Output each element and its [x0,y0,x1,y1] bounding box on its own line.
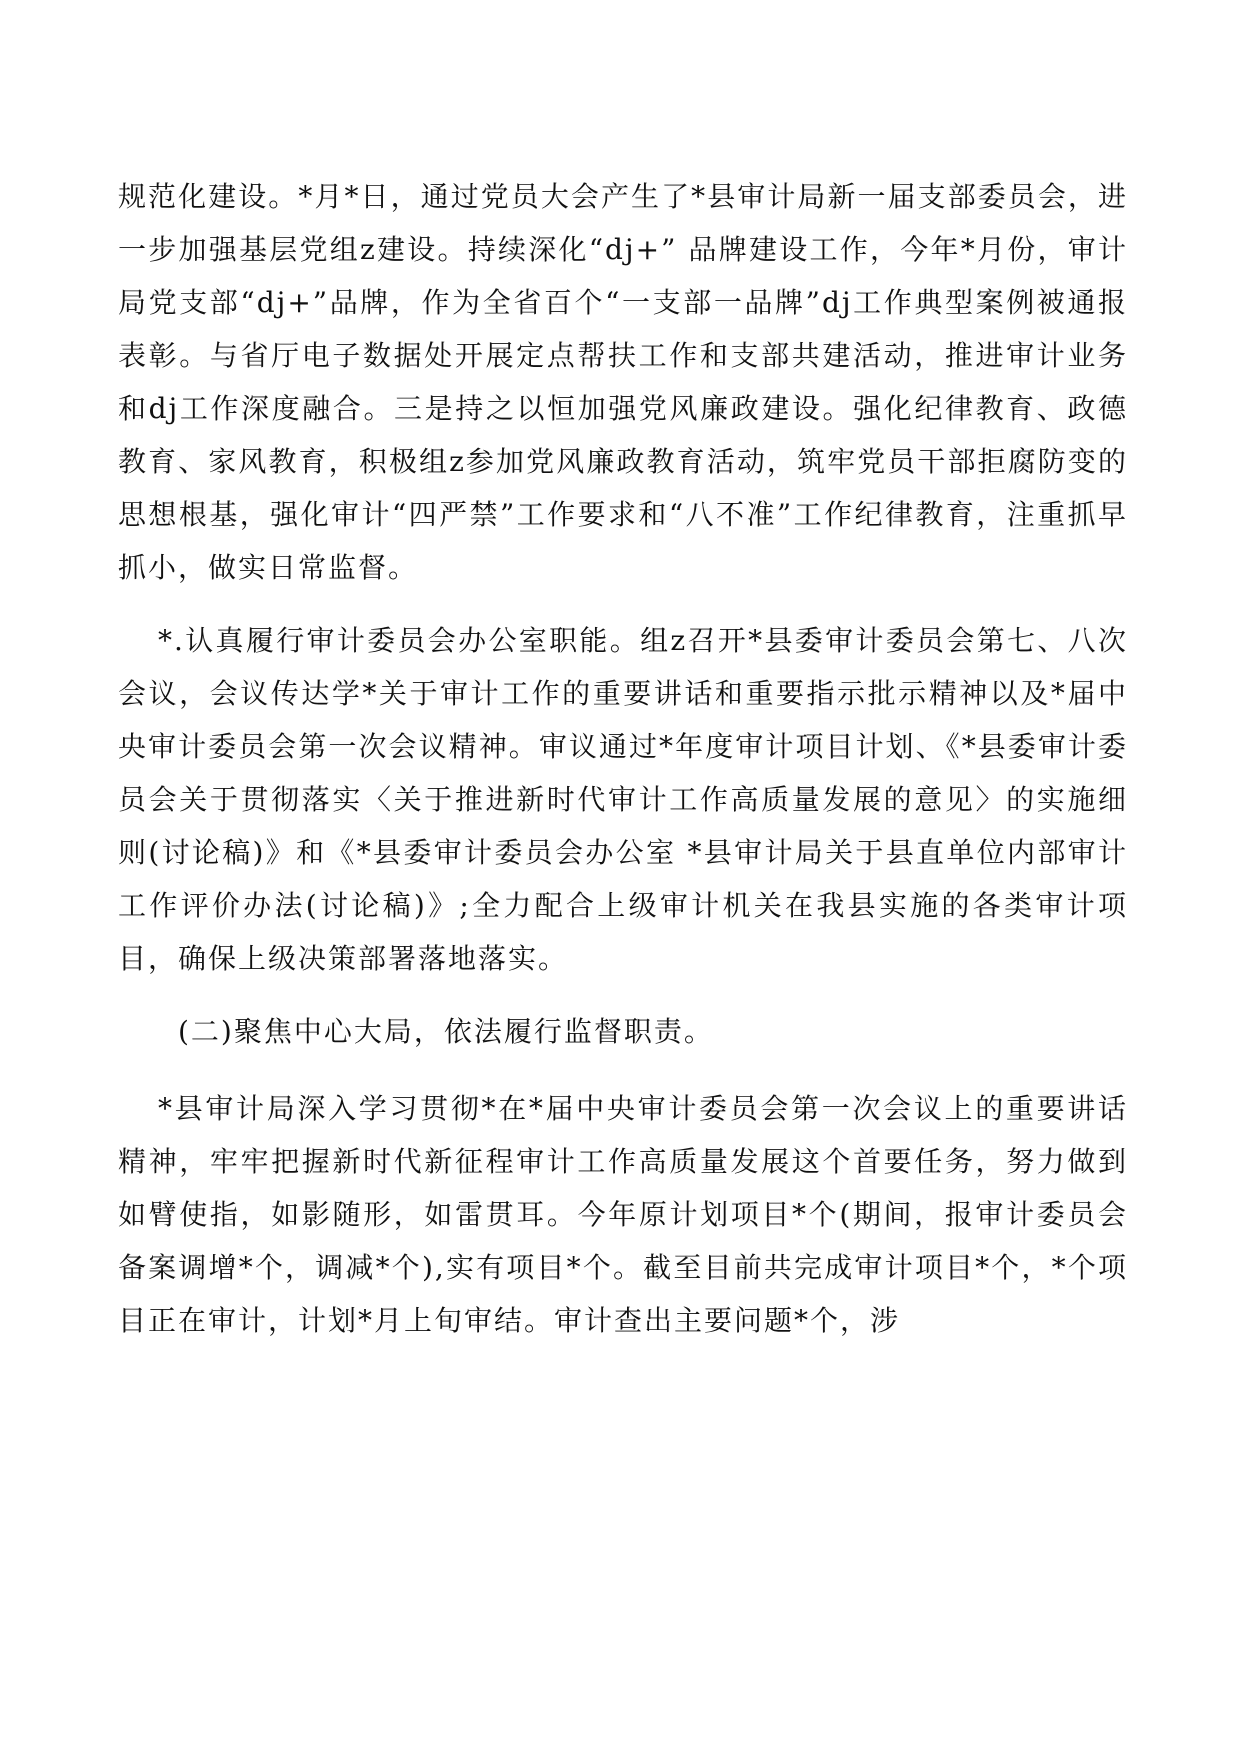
paragraph-audit-committee-office: *.认真履行审计委员会办公室职能。组z召开*县委审计委员会第七、八次会议，会议传达学*关于审计工作的重要讲话和重要指示批示精神以及*届中央审计委员会第一次会议精神。审议通过*年度审计项目计划、《*县委审计委员会关于贯彻落实〈关于推进新时代审计工作高质量发展的意见〉的实施细则(讨论稿)》和《*县委审计委员会办公室 *县审计局关于县直单位内部审计工作评价办法(讨论稿)》;全力配合上级审计机关在我县实施的各类审计项目，确保上级决策部署落地落实。 [118,624,1128,975]
section-heading-supervision: (二)聚焦中心大局，依法履行监督职责。 [178,1015,714,1048]
document-body [118,170,1128,1367]
paragraph-continuation: 规范化建设。*月*日，通过党员大会产生了*县审计局新一届支部委员会，进一步加强基层党组z建设。持续深化“dj+” 品牌建设工作，今年*月份，审计局党支部“dj+”品牌，作为全省百个“一支部一品牌”dj工作典型案例被通报表彰。与省厅电子数据处开展定点帮扶工作和支部共建活动，推进审计业务和dj工作深度融合。三是持之以恒加强党风廉政建设。强化纪律教育、政德教育、家风教育，积极组z参加党风廉政教育活动，筑牢党员干部拒腐防变的思想根基，强化审计“四严禁”工作要求和“八不准”工作纪律教育，注重抓早抓小，做实日常监督。 [118,180,1128,584]
paragraph-audit-projects: *县审计局深入学习贯彻*在*届中央审计委员会第一次会议上的重要讲话精神，牢牢把握新时代新征程审计工作高质量发展这个首要任务，努力做到如臂使指，如影随形，如雷贯耳。今年原计划项目*个(期间，报审计委员会备案调增*个，调减*个),实有项目*个。截至目前共完成审计项目*个，*个项目正在审计，计划*月上旬审结。审计查出主要问题*个，涉 [118,1092,1128,1337]
